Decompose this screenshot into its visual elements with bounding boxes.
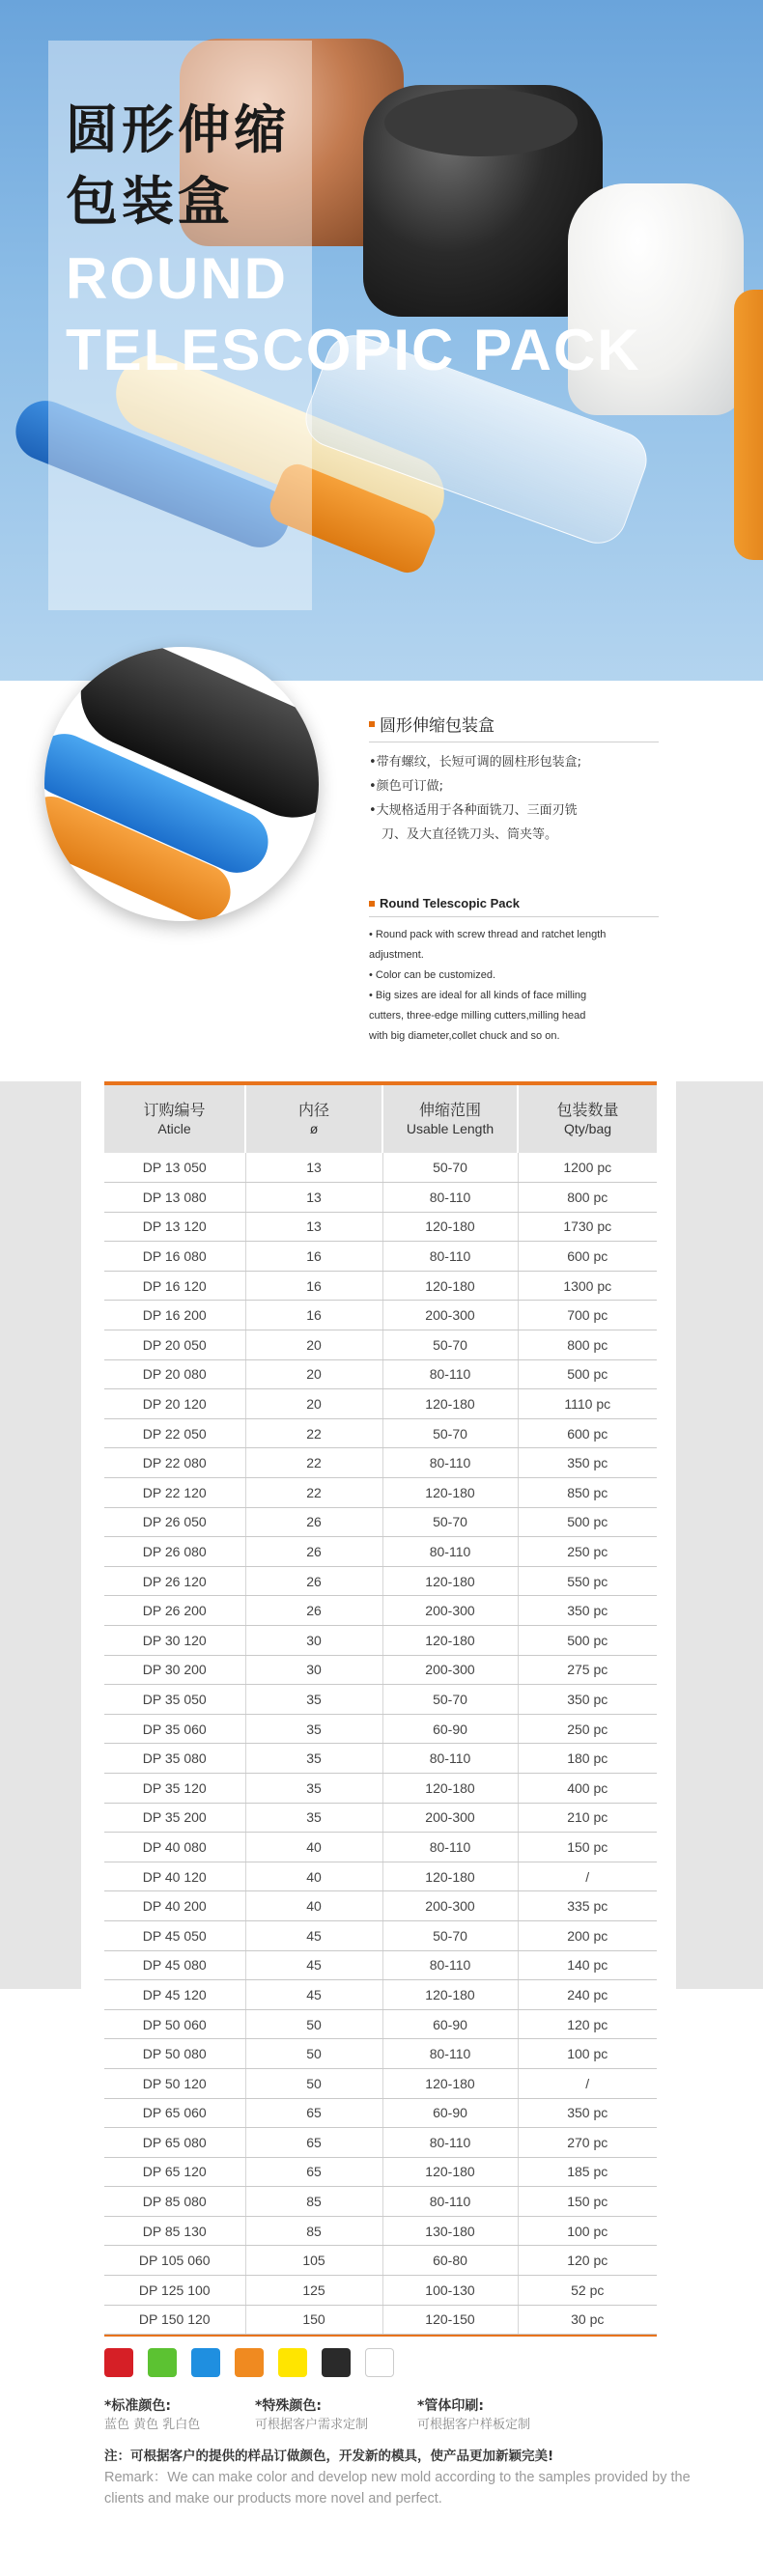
cell-diameter: 35 bbox=[245, 1685, 382, 1715]
table-row bbox=[104, 2305, 657, 2335]
hero-banner bbox=[0, 0, 763, 681]
cell-length: 80-110 bbox=[382, 2039, 518, 2069]
cell-length: 80-110 bbox=[382, 1242, 518, 1272]
table-row bbox=[104, 2187, 657, 2217]
description-en-item: • Round pack with screw thread and ratchet length bbox=[369, 929, 607, 940]
cell-diameter: 30 bbox=[245, 1655, 382, 1685]
cell-qty: 1110 pc bbox=[518, 1389, 657, 1419]
cell-diameter: 150 bbox=[245, 2305, 382, 2335]
table-row bbox=[104, 1655, 657, 1685]
color-swatch bbox=[191, 2348, 220, 2377]
hero-title-en bbox=[66, 243, 641, 386]
cell-qty: 120 pc bbox=[518, 2009, 657, 2039]
cell-length: 120-180 bbox=[382, 2068, 518, 2098]
table-row bbox=[104, 1507, 657, 1537]
cell-length: 80-110 bbox=[382, 1183, 518, 1213]
spec-table-container bbox=[104, 1081, 657, 2337]
cell-article: DP 45 120 bbox=[104, 1980, 245, 2010]
standard-color-note bbox=[104, 2396, 200, 2435]
tube-print-value: 可根据客户样板定制 bbox=[417, 2418, 531, 2432]
cell-qty: 350 pc bbox=[518, 1596, 657, 1626]
cell-article: DP 26 050 bbox=[104, 1507, 245, 1537]
cell-qty: 600 pc bbox=[518, 1418, 657, 1448]
cell-article: DP 35 060 bbox=[104, 1714, 245, 1744]
cell-length: 50-70 bbox=[382, 1920, 518, 1950]
description-en-item: with big diameter,collet chuck and so on. bbox=[369, 1030, 560, 1042]
table-row bbox=[104, 1301, 657, 1330]
table-row bbox=[104, 1862, 657, 1891]
cell-length: 120-180 bbox=[382, 1212, 518, 1242]
table-row bbox=[104, 1744, 657, 1774]
cell-article: DP 40 120 bbox=[104, 1862, 245, 1891]
description-en-item: • Big sizes are ideal for all kinds of face milling bbox=[369, 990, 587, 1001]
description-en-item: adjustment. bbox=[369, 949, 424, 961]
column-header-qty bbox=[518, 1085, 657, 1153]
description-cn bbox=[369, 712, 659, 847]
cell-diameter: 20 bbox=[245, 1389, 382, 1419]
standard-color-label: *标准颜色: bbox=[104, 2398, 171, 2414]
description-cn-list bbox=[369, 750, 659, 847]
column-header-cn: 订购编号 bbox=[143, 1101, 206, 1119]
table-row bbox=[104, 1418, 657, 1448]
table-row bbox=[104, 1803, 657, 1833]
cell-length: 80-110 bbox=[382, 1950, 518, 1980]
cell-qty: 250 pc bbox=[518, 1714, 657, 1744]
cell-article: DP 26 080 bbox=[104, 1537, 245, 1567]
table-row bbox=[104, 1980, 657, 2010]
cell-article: DP 125 100 bbox=[104, 2276, 245, 2306]
cell-article: DP 85 080 bbox=[104, 2187, 245, 2217]
cell-article: DP 13 120 bbox=[104, 1212, 245, 1242]
special-color-label: *特殊颜色: bbox=[255, 2398, 322, 2414]
cell-qty: 270 pc bbox=[518, 2128, 657, 2158]
cell-qty: 700 pc bbox=[518, 1301, 657, 1330]
description-en-item: cutters, three-edge milling cutters,milling head bbox=[369, 1010, 586, 1022]
cell-qty: 185 pc bbox=[518, 2157, 657, 2187]
cell-qty: 120 pc bbox=[518, 2246, 657, 2276]
cell-article: DP 40 080 bbox=[104, 1833, 245, 1862]
table-row bbox=[104, 1891, 657, 1921]
cell-length: 80-110 bbox=[382, 2187, 518, 2217]
table-row bbox=[104, 1183, 657, 1213]
cell-length: 80-110 bbox=[382, 1537, 518, 1567]
column-header-cn: 伸缩范围 bbox=[418, 1101, 481, 1119]
cell-diameter: 20 bbox=[245, 1330, 382, 1360]
remark-en: Remark：We can make color and develop new mold according to the samples provided by the clients and make our products more novel and perfect. bbox=[104, 2470, 691, 2506]
table-row bbox=[104, 1153, 657, 1183]
table-row bbox=[104, 2039, 657, 2069]
cell-length: 50-70 bbox=[382, 1685, 518, 1715]
color-notes bbox=[104, 2396, 645, 2435]
cell-qty: 1200 pc bbox=[518, 1153, 657, 1183]
table-bottom-accent bbox=[104, 2335, 657, 2337]
cell-diameter: 16 bbox=[245, 1301, 382, 1330]
cell-qty: 350 pc bbox=[518, 1448, 657, 1478]
orange-square-icon bbox=[369, 901, 375, 907]
table-row bbox=[104, 1626, 657, 1656]
hero-title-en-line1: ROUND bbox=[66, 246, 288, 311]
cell-qty: 800 pc bbox=[518, 1183, 657, 1213]
cell-article: DP 30 200 bbox=[104, 1655, 245, 1685]
table-row bbox=[104, 1448, 657, 1478]
column-header-length bbox=[382, 1085, 518, 1153]
table-row bbox=[104, 2157, 657, 2187]
table-row bbox=[104, 1685, 657, 1715]
special-color-value: 可根据客户需求定制 bbox=[255, 2418, 369, 2432]
cell-length: 60-80 bbox=[382, 2246, 518, 2276]
table-row bbox=[104, 2216, 657, 2246]
cell-article: DP 35 080 bbox=[104, 1744, 245, 1774]
cell-diameter: 65 bbox=[245, 2128, 382, 2158]
cell-article: DP 50 120 bbox=[104, 2068, 245, 2098]
cell-article: DP 35 200 bbox=[104, 1803, 245, 1833]
cell-diameter: 26 bbox=[245, 1537, 382, 1567]
cell-article: DP 50 060 bbox=[104, 2009, 245, 2039]
column-header-en: Usable Length bbox=[406, 1121, 495, 1136]
cell-article: DP 85 130 bbox=[104, 2216, 245, 2246]
cell-length: 120-180 bbox=[382, 1862, 518, 1891]
table-row bbox=[104, 1242, 657, 1272]
cell-qty: 350 pc bbox=[518, 2098, 657, 2128]
cell-article: DP 30 120 bbox=[104, 1626, 245, 1656]
table-header-row bbox=[104, 1085, 657, 1153]
cell-length: 80-110 bbox=[382, 1833, 518, 1862]
table-row bbox=[104, 1389, 657, 1419]
cell-article: DP 16 080 bbox=[104, 1242, 245, 1272]
cell-diameter: 40 bbox=[245, 1891, 382, 1921]
cell-diameter: 35 bbox=[245, 1714, 382, 1744]
cell-length: 100-130 bbox=[382, 2276, 518, 2306]
column-header-article bbox=[104, 1085, 245, 1153]
cell-diameter: 26 bbox=[245, 1507, 382, 1537]
cell-qty: 30 pc bbox=[518, 2305, 657, 2335]
cell-length: 130-180 bbox=[382, 2216, 518, 2246]
description-en bbox=[369, 896, 659, 1047]
cell-article: DP 35 120 bbox=[104, 1773, 245, 1803]
cell-qty: 140 pc bbox=[518, 1950, 657, 1980]
cell-diameter: 40 bbox=[245, 1862, 382, 1891]
cell-article: DP 13 050 bbox=[104, 1153, 245, 1183]
table-row bbox=[104, 1920, 657, 1950]
description-en-heading-text: Round Telescopic Pack bbox=[380, 896, 520, 910]
cell-qty: 1300 pc bbox=[518, 1271, 657, 1301]
color-swatch bbox=[148, 2348, 177, 2377]
cell-article: DP 150 120 bbox=[104, 2305, 245, 2335]
description-cn-item: •带有螺纹，长短可调的圆柱形包装盒; bbox=[369, 755, 582, 770]
cell-qty: 800 pc bbox=[518, 1330, 657, 1360]
cell-diameter: 22 bbox=[245, 1478, 382, 1508]
cell-diameter: 65 bbox=[245, 2157, 382, 2187]
table-row bbox=[104, 2246, 657, 2276]
cell-diameter: 45 bbox=[245, 1980, 382, 2010]
cell-article: DP 45 080 bbox=[104, 1950, 245, 1980]
table-row bbox=[104, 1833, 657, 1862]
table-row bbox=[104, 2128, 657, 2158]
color-swatch bbox=[278, 2348, 307, 2377]
cell-diameter: 13 bbox=[245, 1153, 382, 1183]
cell-article: DP 105 060 bbox=[104, 2246, 245, 2276]
cell-qty: 250 pc bbox=[518, 1537, 657, 1567]
cell-qty: 210 pc bbox=[518, 1803, 657, 1833]
cell-length: 80-110 bbox=[382, 1448, 518, 1478]
cell-diameter: 13 bbox=[245, 1183, 382, 1213]
cell-article: DP 22 080 bbox=[104, 1448, 245, 1478]
cell-qty: 335 pc bbox=[518, 1891, 657, 1921]
description-cn-heading-text: 圆形伸缩包装盒 bbox=[380, 716, 495, 736]
column-header-cn: 包装数量 bbox=[556, 1101, 619, 1119]
cell-article: DP 45 050 bbox=[104, 1920, 245, 1950]
cell-qty: / bbox=[518, 1862, 657, 1891]
cell-length: 120-180 bbox=[382, 1566, 518, 1596]
cell-article: DP 20 080 bbox=[104, 1359, 245, 1389]
cell-length: 120-180 bbox=[382, 2157, 518, 2187]
cell-diameter: 85 bbox=[245, 2216, 382, 2246]
column-header-diameter bbox=[245, 1085, 382, 1153]
cell-article: DP 50 080 bbox=[104, 2039, 245, 2069]
description-cn-heading bbox=[369, 712, 659, 742]
description-en-heading bbox=[369, 896, 659, 917]
cell-article: DP 26 200 bbox=[104, 1596, 245, 1626]
cell-length: 120-180 bbox=[382, 1980, 518, 2010]
table-row bbox=[104, 1596, 657, 1626]
description-cn-item: •颜色可订做; bbox=[369, 779, 444, 794]
cell-qty: 150 pc bbox=[518, 2187, 657, 2217]
cell-article: DP 22 050 bbox=[104, 1418, 245, 1448]
cell-qty: 100 pc bbox=[518, 2039, 657, 2069]
black-cap-top bbox=[384, 89, 578, 156]
table-row bbox=[104, 1359, 657, 1389]
table-row bbox=[104, 1330, 657, 1360]
cell-qty: 550 pc bbox=[518, 1566, 657, 1596]
hero-title-cn-line2: 包装盒 bbox=[66, 171, 234, 232]
cell-diameter: 45 bbox=[245, 1950, 382, 1980]
cell-length: 200-300 bbox=[382, 1803, 518, 1833]
cell-article: DP 20 050 bbox=[104, 1330, 245, 1360]
cell-qty: 600 pc bbox=[518, 1242, 657, 1272]
spec-table bbox=[104, 1085, 657, 2335]
tube-print-label: *管体印刷: bbox=[417, 2398, 484, 2414]
cell-article: DP 26 120 bbox=[104, 1566, 245, 1596]
cell-length: 50-70 bbox=[382, 1418, 518, 1448]
table-row bbox=[104, 1566, 657, 1596]
cell-length: 120-150 bbox=[382, 2305, 518, 2335]
cell-length: 200-300 bbox=[382, 1891, 518, 1921]
cell-qty: 500 pc bbox=[518, 1507, 657, 1537]
cell-diameter: 20 bbox=[245, 1359, 382, 1389]
color-swatch bbox=[322, 2348, 351, 2377]
cell-diameter: 105 bbox=[245, 2246, 382, 2276]
cell-length: 120-180 bbox=[382, 1626, 518, 1656]
special-color-note bbox=[255, 2396, 368, 2435]
cell-length: 60-90 bbox=[382, 2098, 518, 2128]
cell-diameter: 35 bbox=[245, 1803, 382, 1833]
description-en-list bbox=[369, 925, 659, 1047]
cell-qty: 150 pc bbox=[518, 1833, 657, 1862]
cell-length: 120-180 bbox=[382, 1389, 518, 1419]
cell-length: 120-180 bbox=[382, 1478, 518, 1508]
column-header-en: ø bbox=[309, 1121, 319, 1136]
cell-qty: 850 pc bbox=[518, 1478, 657, 1508]
color-swatch bbox=[365, 2348, 394, 2377]
cell-length: 120-180 bbox=[382, 1773, 518, 1803]
standard-color-value: 蓝色 黄色 乳白色 bbox=[104, 2418, 201, 2432]
description-cn-item: 刀、及大直径铣刀头、筒夹等。 bbox=[369, 827, 558, 842]
tube-print-note bbox=[417, 2396, 530, 2435]
left-gray-band bbox=[0, 1081, 81, 1989]
cell-qty: 400 pc bbox=[518, 1773, 657, 1803]
table-row bbox=[104, 1212, 657, 1242]
cell-article: DP 22 120 bbox=[104, 1478, 245, 1508]
cell-article: DP 65 120 bbox=[104, 2157, 245, 2187]
cell-diameter: 40 bbox=[245, 1833, 382, 1862]
table-row bbox=[104, 2068, 657, 2098]
cell-length: 50-70 bbox=[382, 1330, 518, 1360]
cell-length: 50-70 bbox=[382, 1507, 518, 1537]
table-row bbox=[104, 2098, 657, 2128]
cell-article: DP 16 120 bbox=[104, 1271, 245, 1301]
cell-diameter: 22 bbox=[245, 1448, 382, 1478]
product-detail-circle bbox=[44, 647, 319, 921]
cell-diameter: 16 bbox=[245, 1242, 382, 1272]
table-row bbox=[104, 1714, 657, 1744]
cell-article: DP 35 050 bbox=[104, 1685, 245, 1715]
color-swatch bbox=[235, 2348, 264, 2377]
cell-diameter: 125 bbox=[245, 2276, 382, 2306]
cell-qty: / bbox=[518, 2068, 657, 2098]
cell-diameter: 35 bbox=[245, 1773, 382, 1803]
hero-title-cn-line1: 圆形伸缩 bbox=[66, 99, 290, 160]
cell-length: 60-90 bbox=[382, 2009, 518, 2039]
table-row bbox=[104, 1478, 657, 1508]
cell-article: DP 16 200 bbox=[104, 1301, 245, 1330]
cell-diameter: 22 bbox=[245, 1418, 382, 1448]
cell-qty: 500 pc bbox=[518, 1626, 657, 1656]
cell-length: 60-90 bbox=[382, 1714, 518, 1744]
cell-length: 80-110 bbox=[382, 1359, 518, 1389]
cell-article: DP 20 120 bbox=[104, 1389, 245, 1419]
table-row bbox=[104, 1537, 657, 1567]
cell-length: 50-70 bbox=[382, 1153, 518, 1183]
remark-cn: 注：可根据客户的提供的样品订做颜色，开发新的模具，使产品更加新颖完美! bbox=[104, 2449, 554, 2464]
table-row bbox=[104, 2276, 657, 2306]
description-cn-item: •大规格适用于各种面铣刀、三面刃铣 bbox=[369, 803, 578, 818]
cell-diameter: 30 bbox=[245, 1626, 382, 1656]
cell-qty: 180 pc bbox=[518, 1744, 657, 1774]
cell-qty: 240 pc bbox=[518, 1980, 657, 2010]
table-row bbox=[104, 1271, 657, 1301]
cell-diameter: 13 bbox=[245, 1212, 382, 1242]
table-row bbox=[104, 1773, 657, 1803]
spec-table-body bbox=[104, 1153, 657, 2335]
cell-length: 200-300 bbox=[382, 1301, 518, 1330]
cell-qty: 200 pc bbox=[518, 1920, 657, 1950]
column-header-en: Aticle bbox=[157, 1121, 191, 1136]
hero-title-en-line2: TELESCOPIC PACK bbox=[66, 318, 641, 382]
cell-length: 80-110 bbox=[382, 1744, 518, 1774]
cell-diameter: 50 bbox=[245, 2039, 382, 2069]
cell-diameter: 50 bbox=[245, 2009, 382, 2039]
orange-square-icon bbox=[369, 721, 375, 727]
cell-qty: 52 pc bbox=[518, 2276, 657, 2306]
cell-diameter: 16 bbox=[245, 1271, 382, 1301]
column-header-cn: 内径 bbox=[297, 1101, 329, 1119]
cell-diameter: 35 bbox=[245, 1744, 382, 1774]
cell-diameter: 65 bbox=[245, 2098, 382, 2128]
right-gray-band bbox=[676, 1081, 763, 1989]
orange-product-edge bbox=[734, 290, 763, 560]
cell-diameter: 26 bbox=[245, 1596, 382, 1626]
cell-article: DP 40 200 bbox=[104, 1891, 245, 1921]
cell-article: DP 65 080 bbox=[104, 2128, 245, 2158]
cell-diameter: 85 bbox=[245, 2187, 382, 2217]
cell-article: DP 65 060 bbox=[104, 2098, 245, 2128]
table-row bbox=[104, 1950, 657, 1980]
color-swatch bbox=[104, 2348, 133, 2377]
cell-qty: 350 pc bbox=[518, 1685, 657, 1715]
cell-qty: 275 pc bbox=[518, 1655, 657, 1685]
cell-length: 200-300 bbox=[382, 1596, 518, 1626]
cell-diameter: 26 bbox=[245, 1566, 382, 1596]
cell-diameter: 45 bbox=[245, 1920, 382, 1950]
hero-title-cn bbox=[66, 95, 290, 238]
cell-qty: 500 pc bbox=[518, 1359, 657, 1389]
cell-length: 80-110 bbox=[382, 2128, 518, 2158]
cell-qty: 100 pc bbox=[518, 2216, 657, 2246]
column-header-en: Qty/bag bbox=[563, 1121, 612, 1136]
cell-length: 200-300 bbox=[382, 1655, 518, 1685]
description-en-item: • Color can be customized. bbox=[369, 969, 496, 981]
color-swatches bbox=[104, 2348, 394, 2377]
cell-length: 120-180 bbox=[382, 1271, 518, 1301]
cell-article: DP 13 080 bbox=[104, 1183, 245, 1213]
cell-qty: 1730 pc bbox=[518, 1212, 657, 1242]
cell-diameter: 50 bbox=[245, 2068, 382, 2098]
table-row bbox=[104, 2009, 657, 2039]
